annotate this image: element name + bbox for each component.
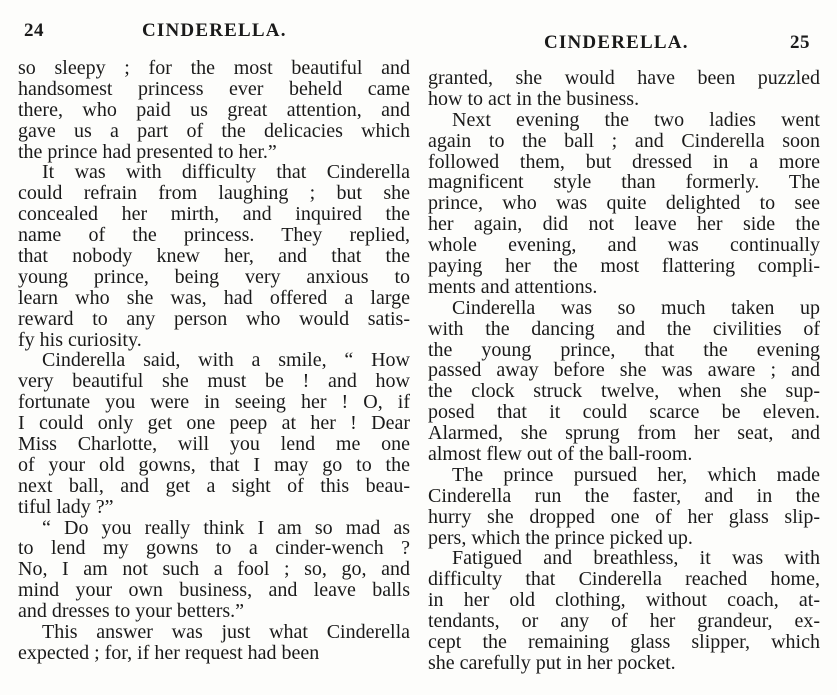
right-page-number: 25	[790, 32, 810, 53]
text-line: there, who paid us great attention, and	[18, 98, 410, 121]
left-running-title: CINDERELLA.	[142, 20, 287, 41]
text-line: so sleepy ; for the most beautiful and	[18, 57, 410, 79]
text-line: Cinderella said, with a smile, “ How	[42, 349, 410, 372]
text-line: Miss Charlotte, will you lend me one	[18, 433, 410, 456]
paragraph	[18, 622, 410, 664]
text-line: tendants, or any of her grandeur, ex-	[428, 610, 820, 633]
text-line: expected ; for, if her request had been	[18, 641, 320, 664]
text-line: and dresses to your betters.”	[18, 600, 245, 623]
left-page-number: 24	[24, 20, 44, 41]
text-line: the prince had presented to her.”	[18, 140, 277, 163]
text-line: passed away before she was aware ; and	[428, 359, 820, 382]
text-line: her again, did not leave her side the	[428, 213, 820, 236]
text-line: granted, she would have been puzzled	[428, 67, 820, 89]
text-line: Cinderella was so much taken up	[452, 296, 820, 319]
paragraph	[428, 68, 820, 110]
text-line: with the dancing and the civilities of	[428, 317, 820, 340]
paragraph	[18, 58, 410, 162]
text-line: again to the ball ; and Cinderella soon	[428, 129, 820, 152]
text-line: “ Do you really think I am so mad as	[42, 516, 410, 539]
paragraph	[18, 162, 410, 350]
text-line: It was with difficulty that Cinderella	[42, 161, 410, 184]
text-line: reward to any person who would satis-	[18, 307, 410, 330]
text-line: Alarmed, she sprung from her seat, and	[428, 422, 820, 445]
text-line: This answer was just what Cinderella	[42, 621, 410, 644]
text-line: how to act in the business.	[428, 87, 640, 110]
text-line: next ball, and get a sight of this beau-	[18, 474, 410, 497]
text-line: posed that it could scarce be eleven.	[428, 401, 820, 424]
paragraph	[428, 298, 820, 465]
right-page-text	[428, 68, 820, 674]
paragraph	[428, 465, 820, 549]
text-line: in her old clothing, without coach, at-	[428, 589, 820, 612]
text-line: could refrain from laughing ; but she	[18, 182, 410, 205]
text-line: concealed her mirth, and inquired the	[18, 203, 410, 226]
text-line: ments and attentions.	[428, 275, 598, 298]
text-line: The prince pursued her, which made	[452, 463, 820, 486]
text-line: almost flew out of the ball-room.	[428, 443, 693, 466]
text-line: to lend my gowns to a cinder-wench ?	[18, 537, 410, 560]
text-line: followed them, but dressed in a more	[428, 150, 820, 173]
text-line: paying her the most flattering compli-	[428, 255, 820, 278]
text-line: fy his curiosity.	[18, 328, 142, 351]
text-line: of your old gowns, that I may go to the	[18, 453, 410, 476]
text-line: learn who she was, had offered a large	[18, 286, 410, 309]
text-line: that nobody knew her, and that the	[18, 245, 410, 268]
text-line: cept the remaining glass slipper, which	[428, 631, 820, 654]
left-page	[18, 0, 410, 695]
paragraph	[18, 518, 410, 622]
text-line: handsomest princess ever beheld came	[18, 77, 410, 100]
text-line: fortunate you were in seeing her ! O, if	[18, 391, 410, 414]
text-line: I could only get one peep at her ! Dear	[18, 412, 410, 435]
text-line: prince, who was quite delighted to see	[428, 192, 820, 215]
text-line: Next evening the two ladies went	[452, 108, 820, 131]
text-line: gave us a part of the delicacies which	[18, 119, 410, 142]
text-line: difficulty that Cinderella reached home,	[428, 568, 820, 591]
text-line: whole evening, and was continually	[428, 234, 820, 257]
text-line: she carefully put in her pocket.	[428, 651, 676, 674]
text-line: the young prince, that the evening	[428, 338, 820, 361]
text-line: name of the princess. They replied,	[18, 224, 410, 247]
right-page	[428, 0, 820, 695]
text-line: very beautiful she must be ! and how	[18, 370, 410, 393]
text-line: Fatigued and breathless, it was with	[452, 547, 820, 570]
text-line: hurry she dropped one of her glass slip-	[428, 505, 820, 528]
left-page-text	[18, 58, 410, 664]
right-running-title: CINDERELLA.	[544, 32, 689, 53]
text-line: No, I am not such a fool ; so, go, and	[18, 558, 410, 581]
paragraph	[428, 110, 820, 298]
text-line: pers, which the prince picked up.	[428, 526, 693, 549]
text-line: young prince, being very anxious to	[18, 265, 410, 288]
text-line: tiful lady ?”	[18, 495, 114, 518]
text-line: the clock struck twelve, when she sup-	[428, 380, 820, 403]
paragraph	[428, 548, 820, 673]
text-line: mind your own business, and leave balls	[18, 579, 410, 602]
paragraph	[18, 350, 410, 517]
text-line: Cinderella run the faster, and in the	[428, 484, 820, 507]
text-line: magnificent style than formerly. The	[428, 171, 820, 194]
